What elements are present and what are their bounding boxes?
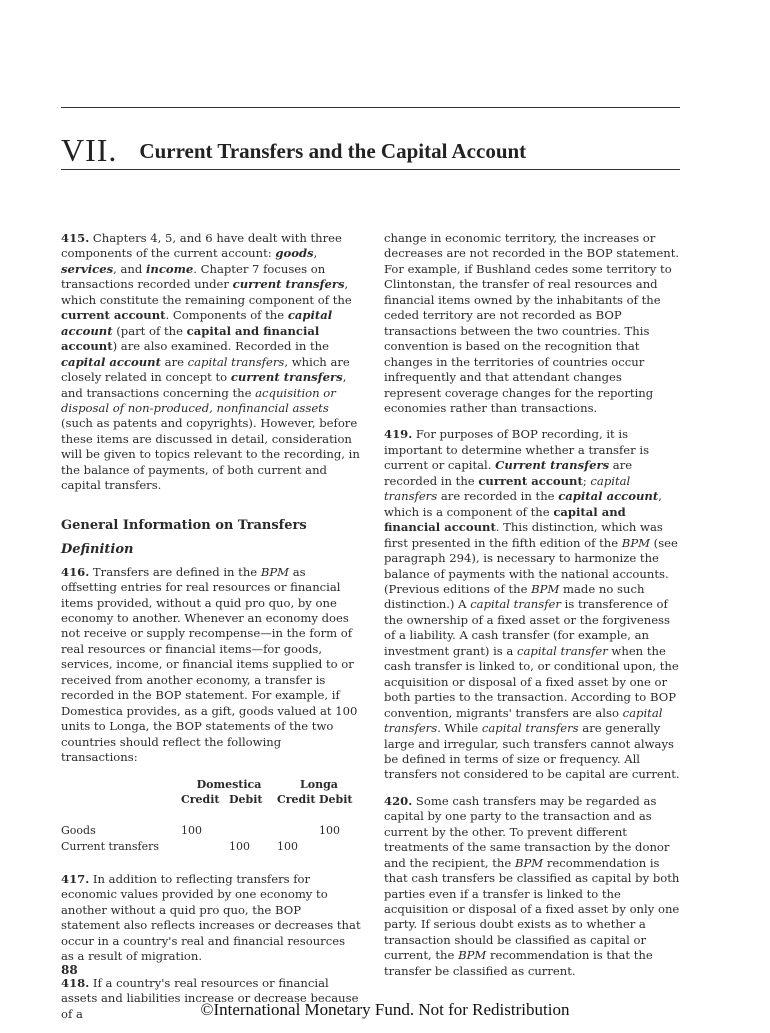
copyright-footer: ©International Monetary Fund. Not for Redistribution	[200, 1000, 570, 1019]
paragraph-number: 415.	[61, 231, 90, 245]
paragraph-number: 419.	[384, 427, 413, 442]
paragraph-number: 416.	[61, 564, 90, 579]
paragraph-number: 417.	[61, 872, 90, 886]
country-longa: Longa	[300, 777, 338, 791]
paragraph-417: 417. In addition to reflecting transfers for economic values provided by one economy to another without a quid pro quo, the BOP statement also reflects increases or decreases that occur in a country's real and financial resources as a result of migration.	[61, 872, 361, 964]
page-number: 88	[61, 963, 78, 977]
paragraph-416: 416. Transfers are defined in the BPM as offsetting entries for real resources or financial items provided, without a quid pro quo, by one economy to another. Whenever an economy does not receive or supply recompense—in the form of real resources or financial items—for goods, services, income, or financial items supplied to or received from another economy, a transfer is recorded in the BOP statement. For example, if Domestica provides, as a gift, goods valued at 100 units to Longa, the BOP statements of the two countries should reflect the following transactions:	[61, 564, 358, 765]
bottom-rule	[61, 169, 680, 170]
column-debit: Debit	[229, 793, 263, 806]
left-column	[61, 231, 361, 1033]
table-row: Goods 100 100	[61, 824, 340, 837]
table-header-columns	[61, 792, 361, 808]
paragraph-418-continued: change in economic territory, the increases or decreases are not recorded in the BOP statement. For example, if Bushland cedes some territory to Clintonstan, the transfer of real resources and financial items owned by the inhabitants of the ceded territory are not recorded as BOP transactions between the two countries. This convention is based on the recognition that changes in the territories of countries occur infrequently and that attendant changes represent coverage changes for the reporting economies rather than transactions.	[384, 231, 680, 415]
transactions-table	[61, 777, 361, 855]
chapter-number: VII.	[61, 132, 118, 168]
column-debit: Debit	[319, 793, 353, 806]
top-rule	[61, 107, 680, 108]
paragraph-418: 418. If a country's real resources or financial assets and liabilities increase or decrease because of a	[61, 975, 359, 1021]
paragraph-415: 415. Chapters 4, 5, and 6 have dealt with three components of the current account: goods, services, and income. Chapter 7 focuses on transactions recorded under current transfers, which constitute the remaining component of the current account. Components of the capital account (part of the capital and financial account) are also examined. Recorded in the capital account are capital transfers, which are closely related in concept to current transfers, and transactions concerning the acquisition or disposal of non-produced, nonfinancial assets (such as patents and copyrights). However, before these items are discussed in detail, consideration will be given to topics relevant to the recording, in the balance of payments, of both current and capital transfers.	[61, 231, 360, 493]
paragraph-419: 419. For purposes of BOP recording, it is important to determine whether a transfer is current or capital. Current transfers are recorded in the current account; capital transfers are recorded in the capital account, which is a component of the capital and financial account. This distinction, which was first presented in the fifth edition of the BPM (see paragraph 294), is necessary to harmonize the balance of payments with the national accounts. (Previous editions of the BPM made no such distinction.) A capital transfer is transference of the ownership of a fixed asset or the forgiveness of a liability. A cash transfer (for example, an investment grant) is a capital transfer when the cash transfer is linked to, or conditional upon, the acquisition or disposal of a fixed asset by one or both parties to the transaction. According to BOP convention, migrants' transfers are also capital transfers. While capital transfers are generally large and irregular, such transfers cannot always be defined in terms of size or frequency. All transfers not considered to be capital are current.	[384, 427, 680, 782]
column-credit: Credit	[181, 793, 220, 806]
paragraph-420: 420. Some cash transfers may be regarded as capital by one party to the transaction and as current by the other. To prevent different treatments of the same transaction by the donor and the recipient, the BPM recommendation is that cash transfers be classified as capital by both parties even if a transfer is linked to the acquisition or disposal of a fixed asset by only one party. If serious doubt exists as to whether a transaction should be classified as capital or current, the BPM recommendation is that the transfer be classified as current.	[384, 793, 680, 978]
chapter-title: Current Transfers and the Capital Account	[139, 139, 527, 163]
country-domestica: Domestica	[196, 777, 262, 791]
paragraph-number: 418.	[61, 975, 90, 990]
section-heading: General Information on Transfers	[61, 517, 307, 533]
paragraph-number: 420.	[384, 793, 413, 808]
right-column	[384, 231, 680, 990]
chapter-heading	[61, 132, 526, 169]
column-credit: Credit	[277, 793, 316, 806]
table-header-countries	[61, 777, 361, 793]
subheading-definition: Definition	[61, 542, 134, 558]
table-row: Current transfers 100 100	[61, 839, 298, 853]
